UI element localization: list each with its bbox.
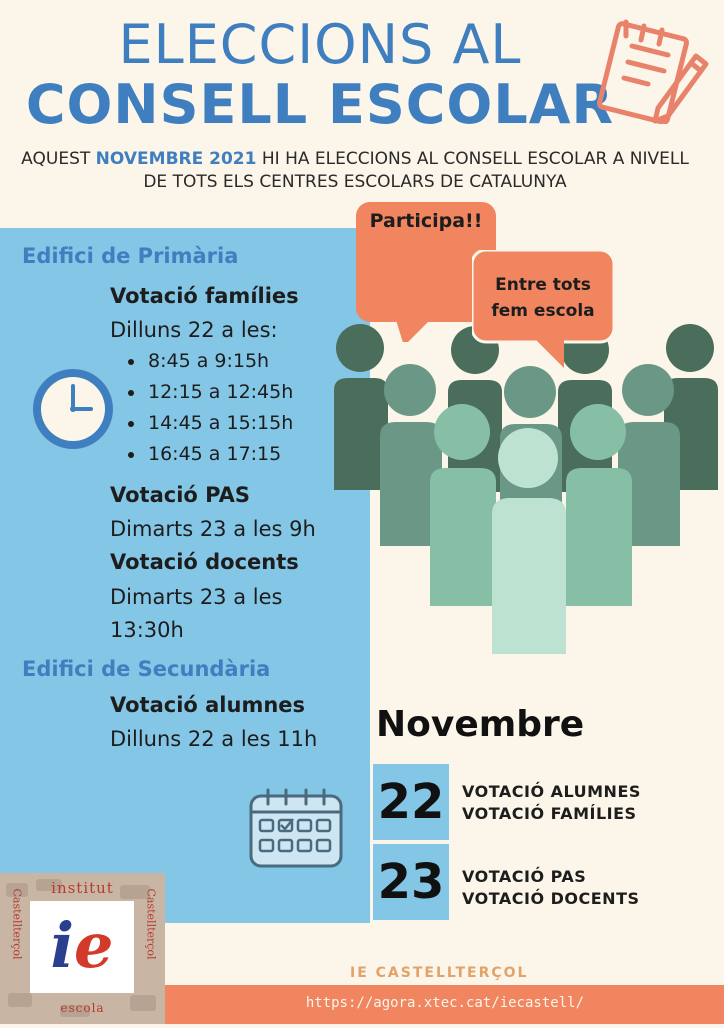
notepad-pencil-icon (596, 14, 714, 124)
alumnes-title: Votació alumnes (110, 693, 306, 717)
intro-highlight: NOVEMBRE 2021 (95, 149, 257, 169)
docents-when-1: Dimarts 23 a les (110, 585, 283, 609)
slot-item: • 8:45 a 9:15h (146, 346, 293, 377)
participa-text: Participa!! (369, 210, 483, 232)
footer-url[interactable]: https://agora.xtec.cat/iecastell/ (305, 995, 584, 1011)
logo-side-text-left: Castellterçol (10, 888, 24, 960)
month-title: Novembre (376, 704, 585, 745)
day-23-details (462, 866, 640, 910)
primaria-header: Edifici de Primària (22, 244, 239, 268)
entre-tots-line2: fem escola (491, 301, 595, 321)
families-day: Dilluns 22 a les: (110, 318, 278, 342)
day-22: 22 (373, 764, 449, 840)
alumnes-when: Dilluns 22 a les 11h (110, 727, 318, 751)
logo-top-text: institut (51, 879, 114, 897)
pas-when: Dimarts 23 a les 9h (110, 517, 316, 541)
school-name: IE CASTELLTERÇOL (350, 965, 529, 981)
school-logo (0, 873, 165, 1024)
pas-title: Votació PAS (110, 483, 250, 507)
calendar-check-icon (246, 786, 346, 870)
secundaria-header: Edifici de Secundària (22, 657, 271, 681)
people-crowd-illustration (330, 320, 724, 660)
intro-part1: AQUEST (21, 149, 96, 169)
docents-title: Votació docents (110, 550, 299, 574)
slot-item: • 16:45 a 17:15 (146, 439, 293, 470)
entre-tots-line1: Entre tots (495, 275, 591, 295)
docents-when-2: 13:30h (110, 618, 184, 642)
families-slots (128, 346, 293, 470)
logo-bottom-text: escola (60, 1001, 105, 1015)
title-line-2: CONSELL ESCOLAR (25, 73, 615, 136)
logo-mark: ie (50, 909, 114, 982)
day-23: 23 (373, 844, 449, 920)
day-23-line2: VOTACIÓ DOCENTS (462, 889, 640, 908)
day-22-line2: VOTACIÓ FAMÍLIES (462, 804, 637, 823)
slot-item: • 12:15 a 12:45h (146, 377, 293, 408)
day-22-line1: VOTACIÓ ALUMNES (462, 782, 641, 801)
intro-text (20, 148, 690, 194)
day-23-line1: VOTACIÓ PAS (462, 867, 587, 886)
logo-side-text-right: Castellterçol (144, 888, 158, 960)
intro-part2: HI HA ELECCIONS AL CONSELL ESCOLAR A NIVELL DE TOTS ELS CENTRES ESCOLARS DE CATALUNYA (143, 149, 689, 192)
title-line-1: ELECCIONS AL (118, 13, 522, 76)
slot-item: • 14:45 a 15:15h (146, 408, 293, 439)
day-22-details (462, 781, 641, 825)
entre-tots-text (472, 272, 614, 324)
clock-icon (28, 364, 118, 454)
families-title: Votació famílies (110, 284, 299, 308)
